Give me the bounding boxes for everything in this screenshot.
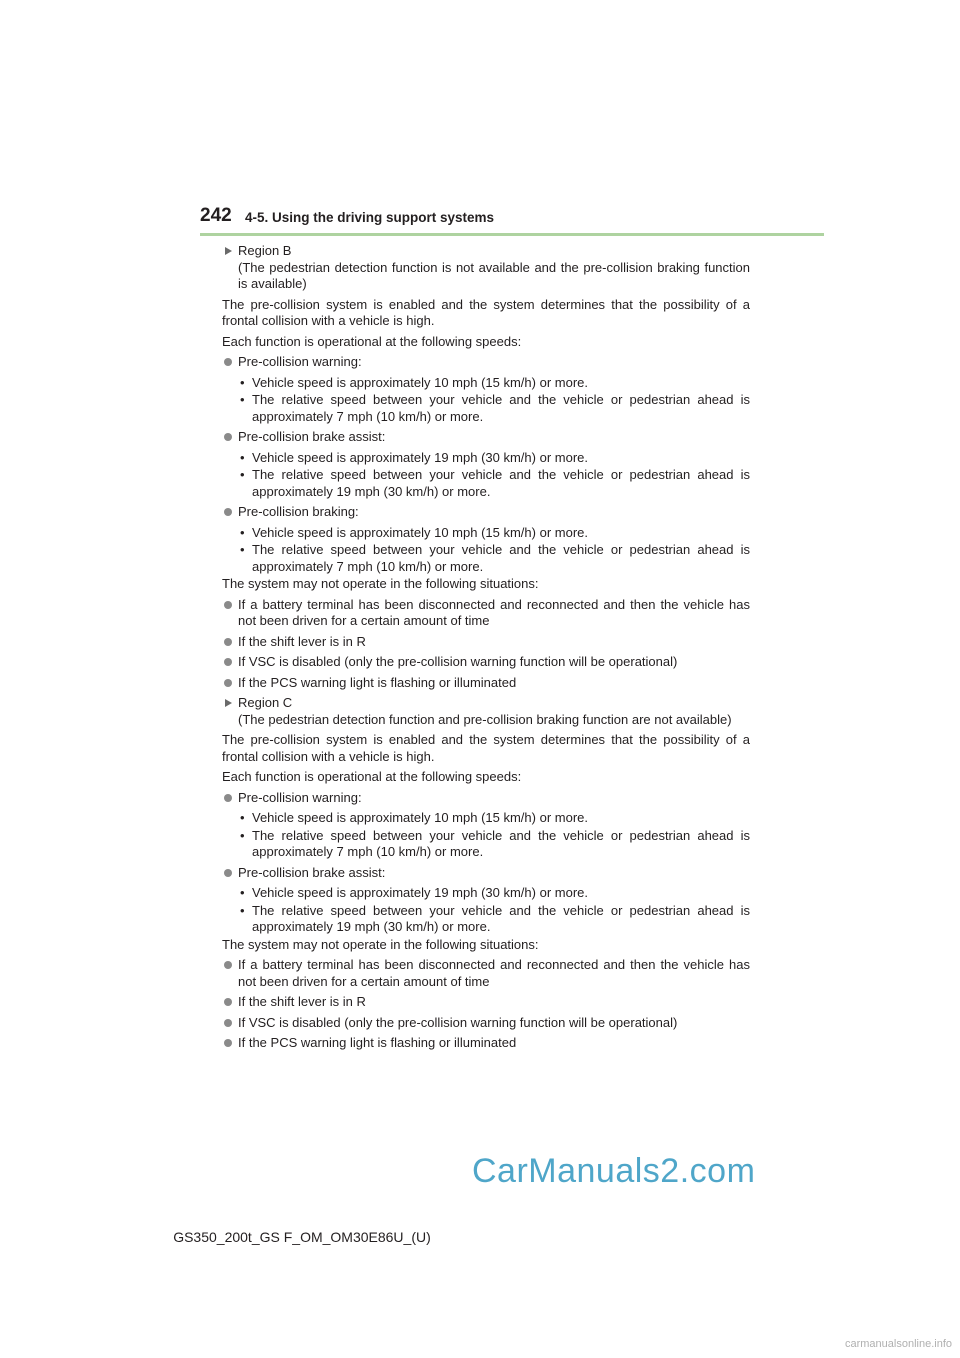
section-title: 4-5. Using the driving support systems [245, 210, 495, 225]
region-c-intro: The pre-collision system is enabled and the system determines that the possibility of a frontal collision with a vehicle is high. [222, 732, 750, 764]
list-item: Pre-collision brake assist: [222, 865, 750, 882]
bullet-dot-icon [224, 961, 232, 969]
region-c-not-operate-intro: The system may not operate in the following situations: [222, 936, 539, 952]
bullet-dot-icon [224, 658, 232, 666]
sub-item: • Vehicle speed is approximately 10 mph (15 km/h) or more. [240, 374, 588, 390]
sub-item: • The relative speed between your vehicle and the vehicle or pedestrian ahead is approximately 7 mph (10 km/h) or more. [240, 542, 750, 574]
list-item: If a battery terminal has been disconnected and reconnected and then the vehicle has not been driven for a certain amount of time [222, 957, 750, 990]
region-b-not-operate-intro: The system may not operate in the following situations: [222, 576, 539, 591]
region-c-title: Region C [238, 695, 293, 710]
list-item: If a battery terminal has been disconnected and reconnected and then the vehicle has not been driven for a certain amount of time [222, 597, 750, 630]
sub-item: • Vehicle speed is approximately 10 mph (15 km/h) or more. [240, 524, 588, 540]
header-rule [200, 233, 824, 236]
list-item: If the shift lever is in R [222, 994, 750, 1011]
bullet-dot-icon [224, 679, 232, 687]
bullet-dot-icon [224, 794, 232, 802]
sub-item: • The relative speed between your vehicle and the vehicle or pedestrian ahead is approximately 7 mph (10 km/h) or more. [240, 392, 750, 424]
list-item: If the PCS warning light is flashing or illuminated [222, 1035, 750, 1052]
region-b-heading [222, 243, 750, 293]
bullet-dot-icon [224, 998, 232, 1006]
list-item: If the PCS warning light is flashing or illuminated [222, 675, 750, 692]
list-item: Pre-collision braking: [222, 504, 750, 521]
region-b-speeds-intro: Each function is operational at the following speeds: [222, 333, 522, 349]
page-number: 242 [200, 205, 232, 226]
page-header [200, 205, 825, 235]
bullet-dot-icon [224, 358, 232, 366]
list-item: Pre-collision brake assist: [222, 429, 750, 446]
list-item: If the shift lever is in R [222, 634, 750, 651]
footer-code: GS350_200t_GS F_OM_OM30E86U_(U) [173, 1229, 431, 1245]
bullet-dot-icon [224, 1019, 232, 1027]
bullet-dot-icon [224, 638, 232, 646]
region-b-note: (The pedestrian detection function is not available and the pre-collision braking function is available) [238, 259, 750, 291]
region-c-note: (The pedestrian detection function and pre-collision braking function are not available) [238, 711, 732, 727]
sub-item: • The relative speed between your vehicle and the vehicle or pedestrian ahead is approximately 19 mph (30 km/h) or more. [240, 467, 750, 499]
list-item: Pre-collision warning: [222, 790, 750, 807]
arrow-right-icon [225, 699, 232, 707]
bullet-dot-icon [224, 508, 232, 516]
sub-item: • The relative speed between your vehicle and the vehicle or pedestrian ahead is approximately 7 mph (10 km/h) or more. [240, 827, 750, 859]
list-item: Pre-collision warning: [222, 354, 750, 371]
bullet-dot-icon [224, 869, 232, 877]
watermark-link[interactable]: CarManuals2.com [472, 1152, 756, 1190]
footer [0, 1229, 960, 1245]
region-b-intro: The pre-collision system is enabled and the system determines that the possibility of a frontal collision with a vehicle is high. [222, 296, 750, 328]
region-c-speeds-intro: Each function is operational at the following speeds: [222, 769, 522, 784]
bullet-dot-icon [224, 601, 232, 609]
sub-item: • The relative speed between your vehicle and the vehicle or pedestrian ahead is approximately 19 mph (30 km/h) or more. [240, 902, 750, 934]
bullet-dot-icon [224, 1039, 232, 1047]
list-item: If VSC is disabled (only the pre-collision warning function will be operational) [222, 654, 750, 671]
arrow-right-icon [225, 247, 232, 255]
region-c-heading [222, 695, 750, 728]
bullet-dot-icon [224, 433, 232, 441]
bottom-watermark: carmanualsonline.info [844, 1338, 952, 1350]
sub-item: • Vehicle speed is approximately 19 mph (30 km/h) or more. [240, 885, 588, 900]
sub-item: • Vehicle speed is approximately 10 mph (15 km/h) or more. [240, 810, 588, 825]
page-body [222, 243, 750, 1056]
list-item: If VSC is disabled (only the pre-collision warning function will be operational) [222, 1015, 750, 1032]
region-b-title: Region B [238, 243, 292, 258]
sub-item: • Vehicle speed is approximately 19 mph (30 km/h) or more. [240, 449, 588, 465]
